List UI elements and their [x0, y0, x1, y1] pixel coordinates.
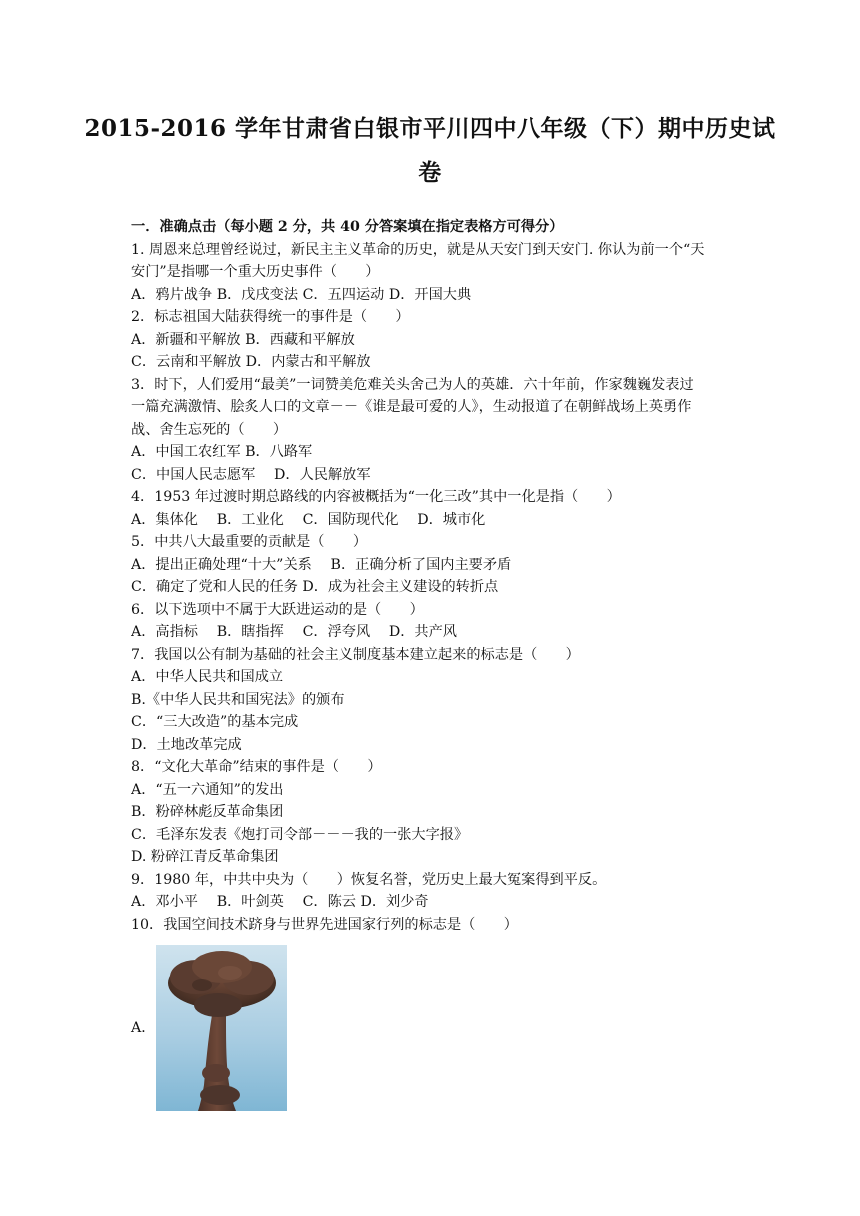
- text-line: A．中华人民共和国成立: [131, 669, 284, 685]
- text-line: A．集体化 B．工业化 C．国防现代化 D．城市化: [131, 511, 486, 528]
- text-line: A．中国工农红军 B．八路军: [131, 444, 313, 460]
- text-line: C．毛泽东发表《炮打司令部－－－我的一张大字报》: [131, 826, 469, 843]
- text-line: C．确定了党和人民的任务 D．成为社会主义建设的转折点: [131, 579, 499, 595]
- text-line: 9．1980 年，中共中央为（ ）恢复名誉，党历史上最大冤案得到平反。: [131, 871, 607, 888]
- text-line: B.《中华人民共和国宪法》的颁布: [131, 691, 345, 708]
- text-line: B．粉碎林彪反革命集团: [131, 804, 284, 820]
- text-line: D. 粉碎江青反革命集团: [131, 849, 279, 865]
- mushroom-cloud-photo: [156, 945, 287, 1111]
- text-line: C．中国人民志愿军 D．人民解放军: [131, 466, 371, 483]
- exam-title-line1: 2015-2016 学年甘肃省白银市平川四中八年级（下）期中历史试: [84, 115, 776, 142]
- text-line: 一篇充满激情、脍炙人口的文章－－《谁是最可爱的人》，生动报道了在朝鲜战场上英勇作: [131, 399, 692, 415]
- text-line: 1. 周恩来总理曾经说过，新民主主义革命的历史，就是从天安门到天安门. 你认为前一个“天: [131, 241, 705, 258]
- section-heading: 一．准确点击（每小题 2 分，共 40 分答案填在指定表格方可得分）: [131, 219, 564, 235]
- text-line: 7．我国以公有制为基础的社会主义制度基本建立起来的标志是（ ）: [131, 646, 580, 663]
- text-line: A．鸦片战争 B．戊戌变法 C．五四运动 D．开国大典: [131, 286, 472, 303]
- text-line: A．邓小平 B．叶剑英 C．陈云 D．刘少奇: [131, 894, 429, 910]
- text-line: C．“三大改造”的基本完成: [131, 714, 299, 730]
- option-a-label: A．: [131, 1020, 156, 1036]
- text-line: 6．以下选项中不属于大跃进运动的是（ ）: [131, 601, 424, 618]
- exam-title-line2: 卷: [418, 159, 442, 186]
- question-text-block: [131, 216, 741, 936]
- text-line: C．云南和平解放 D．内蒙古和平解放: [131, 354, 371, 370]
- text-line: 2．标志祖国大陆获得统一的事件是（ ）: [131, 309, 410, 325]
- text-line: A．提出正确处理“十大”关系 B．正确分析了国内主要矛盾: [131, 556, 512, 573]
- text-line: 4．1953 年过渡时期总路线的内容被概括为“一化三改”其中一化是指（ ）: [131, 489, 621, 505]
- text-line: 安门”是指哪一个重大历史事件（ ）: [131, 264, 380, 280]
- text-line: D．土地改革完成: [131, 736, 242, 753]
- text-line: A．“五一六通知”的发出: [131, 781, 284, 798]
- text-line: 10．我国空间技术跻身与世界先进国家行列的标志是（ ）: [131, 916, 518, 933]
- text-line: A．新疆和平解放 B．西藏和平解放: [131, 331, 355, 348]
- text-line: 5．中共八大最重要的贡献是（ ）: [131, 534, 368, 550]
- text-line: 3．时下，人们爱用“最美”一词赞美危难关头舍己为人的英雄．六十年前，作家魏巍发表过: [131, 376, 694, 393]
- text-line: 8．“文化大革命”结束的事件是（ ）: [131, 759, 382, 775]
- text-line: A．高指标 B．瞎指挥 C．浮夸风 D．共产风: [131, 624, 457, 640]
- text-line: 战、舍生忘死的（ ）: [131, 421, 288, 438]
